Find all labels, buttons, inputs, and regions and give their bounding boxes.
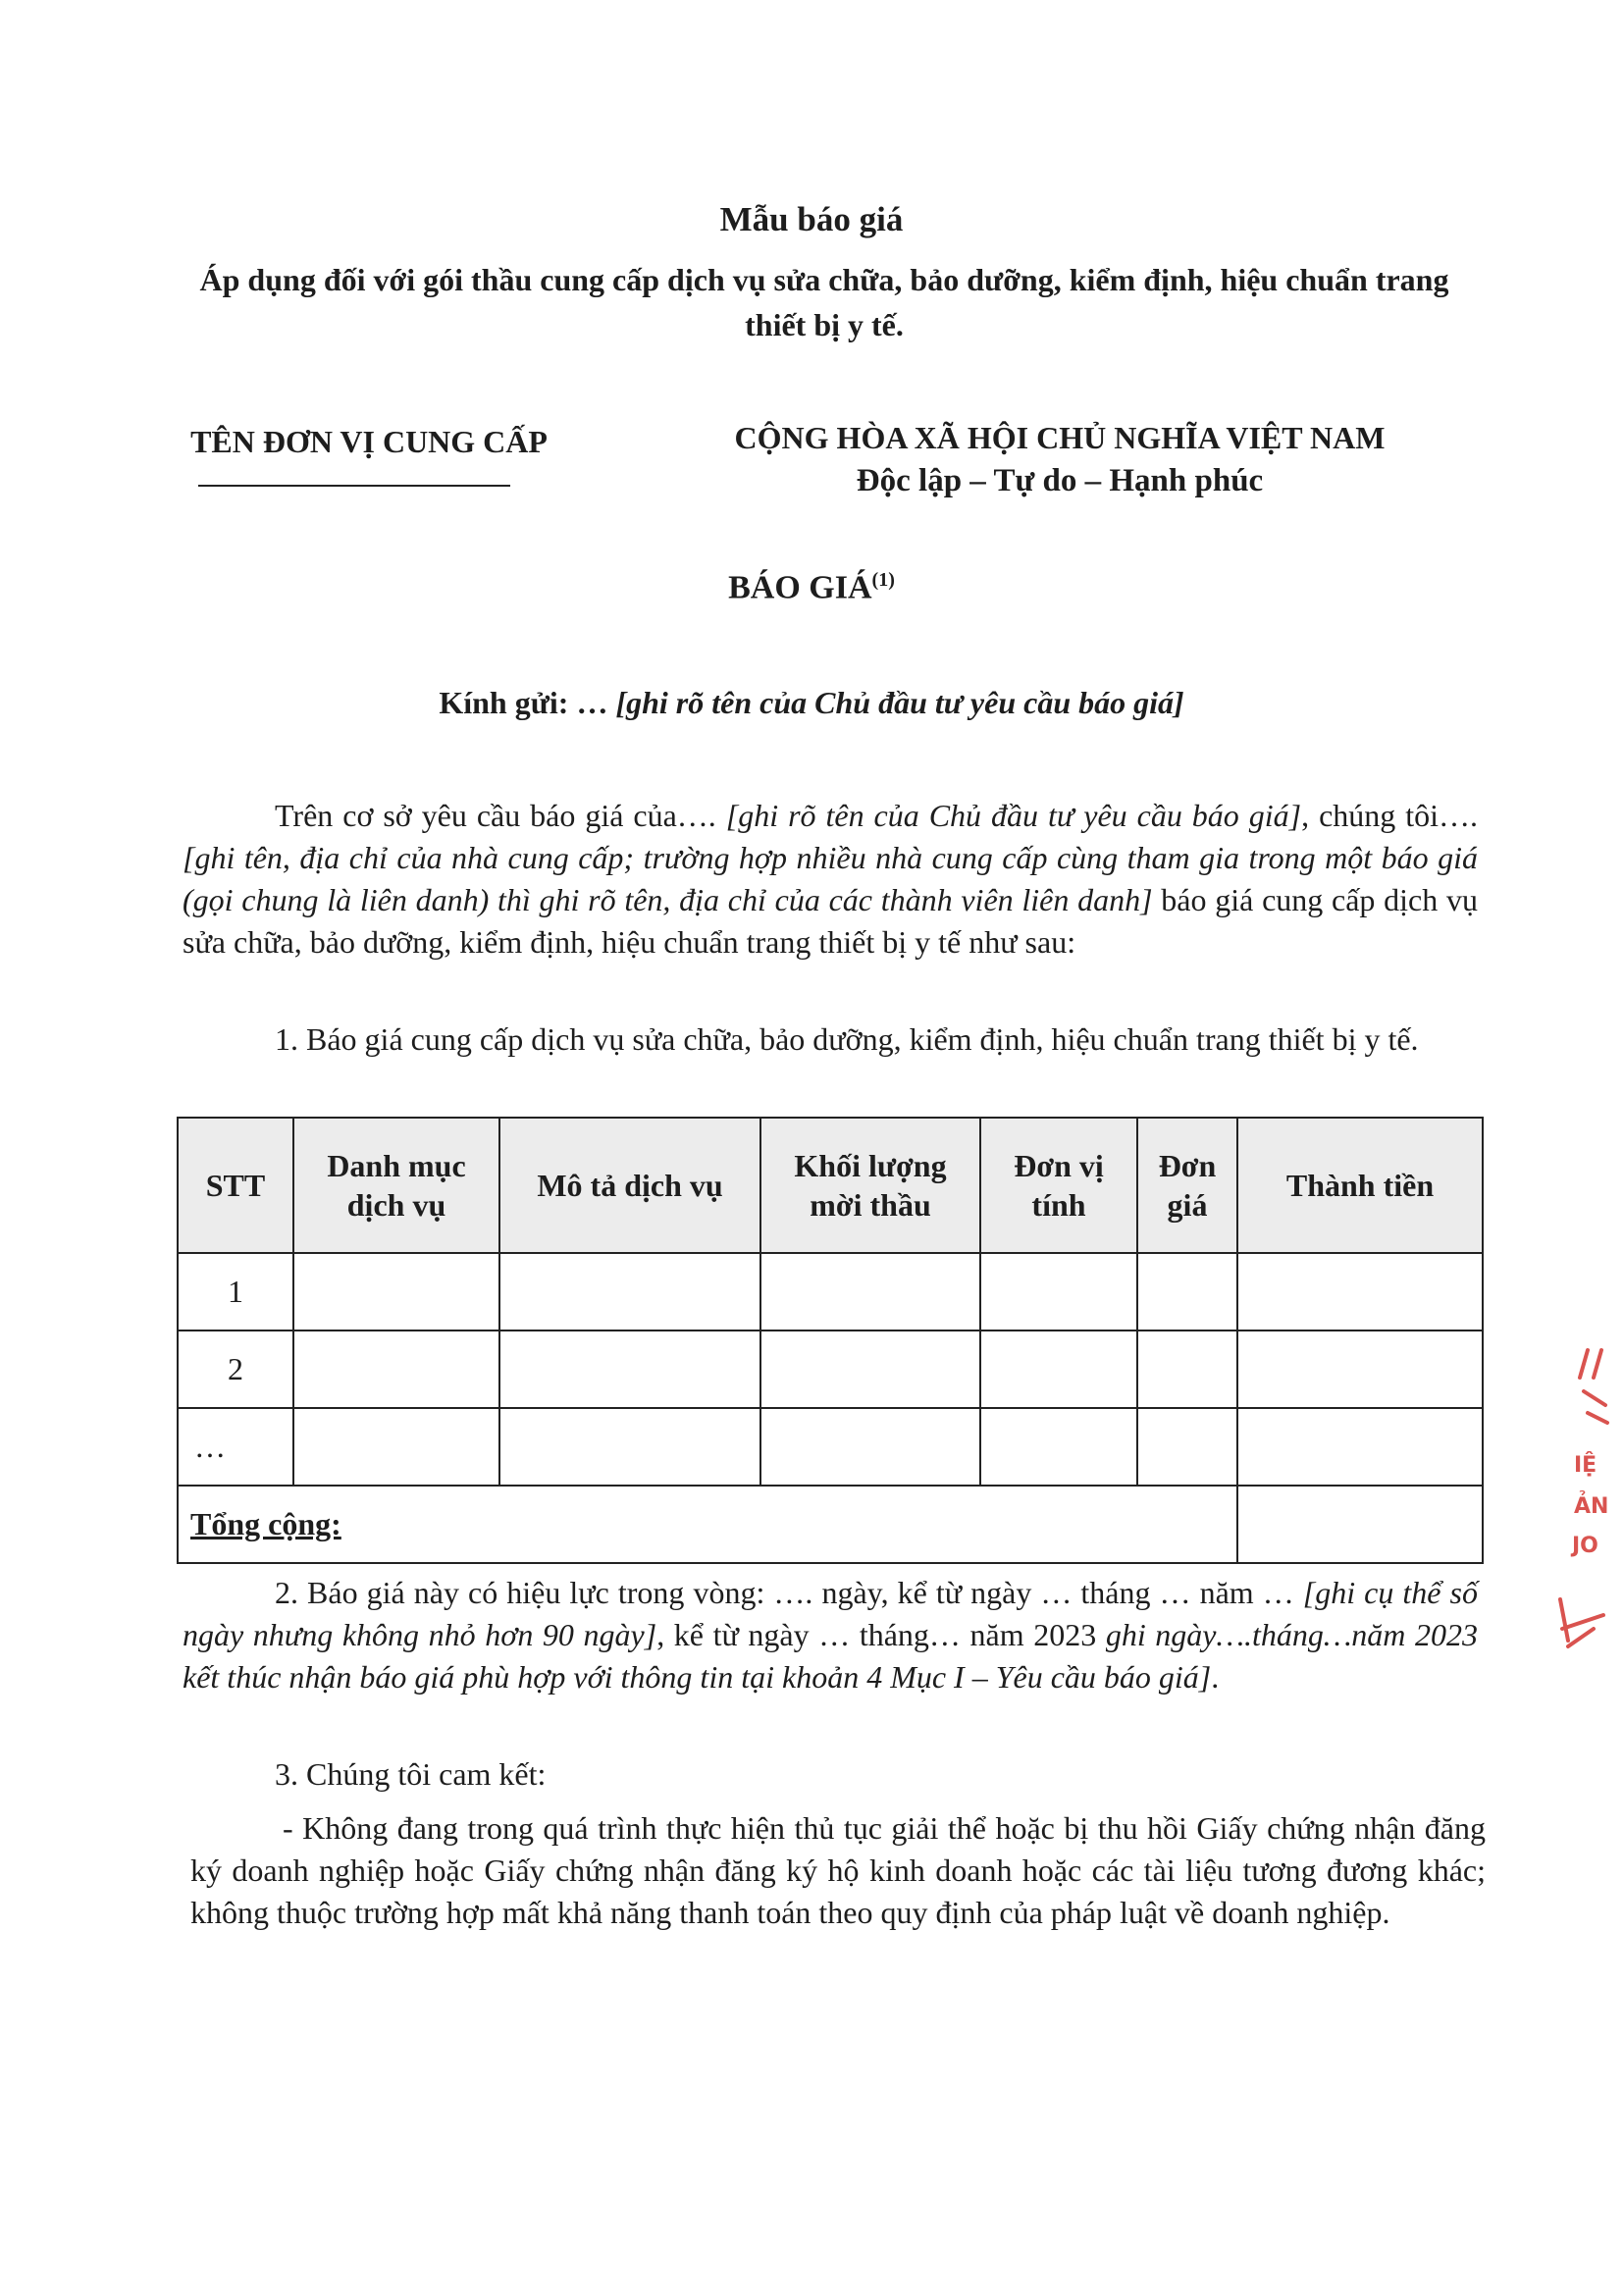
table-cell	[760, 1408, 980, 1486]
intro-placeholder-1: [ghi rõ tên của Chủ đầu tư yêu cầu báo giá]	[725, 798, 1302, 833]
table-cell	[1237, 1253, 1483, 1331]
header-service-description: Mô tả dịch vụ	[499, 1118, 760, 1253]
table-header-row	[178, 1118, 1483, 1253]
table-cell	[1237, 1331, 1483, 1408]
table-cell	[760, 1331, 980, 1408]
recipient-prefix: Kính gửi: …	[439, 685, 616, 720]
svg-text:IỆ: IỆ	[1574, 1453, 1597, 1478]
header-quantity: Khối lượng mời thầu	[760, 1118, 980, 1253]
table-cell	[499, 1408, 760, 1486]
form-title: Mẫu báo giá	[719, 200, 904, 238]
row-number: 2	[178, 1331, 293, 1408]
table-cell	[980, 1331, 1137, 1408]
table-cell	[293, 1408, 499, 1486]
table-cell	[980, 1253, 1137, 1331]
intro-text-2: , chúng tôi….	[1301, 798, 1479, 833]
document-title-text: BÁO GIÁ	[728, 569, 872, 606]
validity-placeholder-1: [ghi cụ thể số ngày nhưng không nhỏ hơn 90 ngày]	[183, 1575, 1479, 1652]
table-cell	[1137, 1253, 1237, 1331]
recipient-line	[0, 685, 1623, 721]
table-cell	[293, 1331, 499, 1408]
table-cell	[760, 1253, 980, 1331]
header-amount: Thành tiền	[1237, 1118, 1483, 1253]
table-total-row	[178, 1486, 1483, 1563]
table-row	[178, 1331, 1483, 1408]
table-cell	[1137, 1408, 1237, 1486]
provider-name-header: TÊN ĐƠN VỊ CUNG CẤP	[190, 424, 548, 459]
validity-text-2: , kể từ ngày … tháng… năm 2023	[656, 1617, 1106, 1652]
document-title	[0, 569, 1623, 606]
table-cell	[293, 1253, 499, 1331]
table-cell	[1137, 1331, 1237, 1408]
intro-placeholder-2: [ghi tên, địa chỉ của nhà cung cấp; trường hợp nhiều nhà cung cấp cùng tham gia trong một báo giá (gọi chung là liên danh) thì ghi rõ tên, địa chỉ của các thành viên liên danh]	[183, 840, 1478, 917]
table-cell	[1237, 1408, 1483, 1486]
row-number: 1	[178, 1253, 293, 1331]
quotation-table	[177, 1117, 1484, 1564]
section-2-validity	[183, 1572, 1478, 1698]
recipient-placeholder: [ghi rõ tên của Chủ đầu tư yêu cầu báo giá]	[615, 685, 1184, 720]
table-cell	[980, 1408, 1137, 1486]
table-row	[178, 1253, 1483, 1331]
section-3-heading: 3. Chúng tôi cam kết:	[275, 1756, 547, 1792]
svg-text:ẢN: ẢN	[1574, 1494, 1609, 1519]
validity-text-3: .	[1211, 1659, 1220, 1695]
footnote-marker: (1)	[871, 569, 895, 591]
intro-paragraph	[183, 795, 1478, 964]
table-cell	[499, 1253, 760, 1331]
country-header: CỘNG HÒA XÃ HỘI CHỦ NGHĨA VIỆT NAM	[734, 420, 1386, 455]
header-stt: STT	[178, 1118, 293, 1253]
validity-placeholder-2: ghi ngày….tháng…năm 2023 kết thúc nhận báo giá phù hợp với thông tin tại khoản 4 Mục I – Yêu cầu báo giá]	[183, 1617, 1479, 1695]
total-amount-cell	[1237, 1486, 1483, 1563]
header-unit: Đơn vị tính	[980, 1118, 1137, 1253]
total-label: Tổng cộng:	[178, 1486, 1237, 1563]
header-unit-price: Đơn giá	[1137, 1118, 1237, 1253]
intro-text-1: Trên cơ sở yêu cầu báo giá của….	[275, 798, 726, 833]
national-motto: Độc lập – Tự do – Hạnh phúc	[856, 463, 1264, 498]
table-row	[178, 1408, 1483, 1486]
row-number: …	[178, 1408, 293, 1486]
commitment-paragraph: - Không đang trong quá trình thực hiện thủ tục giải thể hoặc bị thu hồi Giấy chứng nhận đăng ký doanh nghiệp hoặc Giấy chứng nhận đăng ký hộ kinh doanh hoặc các tài liệu tương đương khác; không thuộc trường hợp mất khả năng thanh toán theo quy định của pháp luật về doanh nghiệp.	[190, 1810, 1486, 1930]
section-1-heading: 1. Báo giá cung cấp dịch vụ sửa chữa, bảo dưỡng, kiểm định, hiệu chuẩn trang thiết bị y tế.	[275, 1021, 1419, 1057]
intro-text-3: báo giá cung cấp dịch vụ sửa chữa, bảo dưỡng, kiểm định, hiệu chuẩn trang thiết bị y tế như sau:	[183, 882, 1479, 960]
table-cell	[499, 1331, 760, 1408]
header-service-category: Danh mục dịch vụ	[293, 1118, 499, 1253]
svg-text:JO: JO	[1572, 1534, 1598, 1558]
form-subtitle: Áp dụng đối với gói thầu cung cấp dịch vụ sửa chữa, bảo dưỡng, kiểm định, hiệu chuẩn trang thiết bị y tế.	[199, 262, 1449, 342]
red-stamp-fragment	[1554, 1334, 1623, 1658]
provider-name-underline	[198, 485, 510, 487]
validity-text-1: 2. Báo giá này có hiệu lực trong vòng: …. ngày, kể từ ngày … tháng … năm …	[275, 1575, 1303, 1610]
